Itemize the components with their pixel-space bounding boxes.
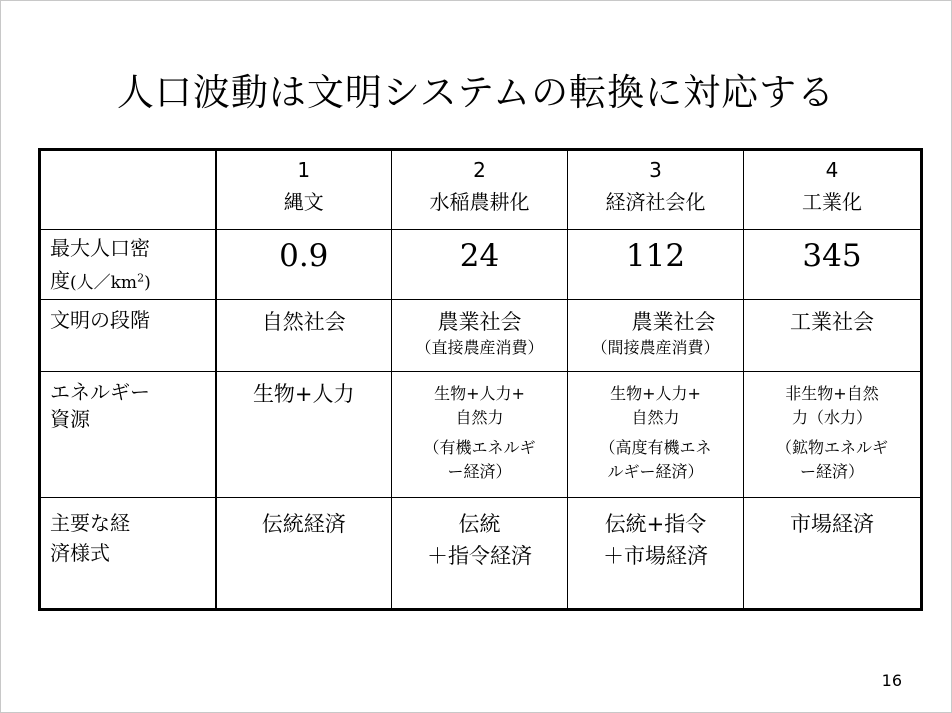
column-number: 2 [473,158,486,182]
row-label-energy: エネルギー 資源 [40,372,216,498]
density-row [40,230,922,300]
column-name: 経済社会化 [605,190,706,214]
density-value: 24 [392,230,568,300]
energy-cell: 生物+人力+ 自然力 （有機エネルギ ー経済） [392,372,568,498]
column-number: 3 [649,158,662,182]
energy-row [40,372,922,498]
row-label-stage: 文明の段階 [40,300,216,372]
column-name: 水稲農耕化 [429,190,530,214]
column-name: 縄文 [283,190,324,214]
header-cell [392,150,568,230]
economy-cell: 市場経済 [744,498,922,610]
row-label-text: 最大人口密 [50,236,150,260]
slide-title: 人口波動は文明システムの転換に対応する [116,71,836,114]
row-label-density [40,230,216,300]
economy-cell: 伝統+指令 ＋市場経済 [568,498,744,610]
economy-cell: 伝統 ＋指令経済 [392,498,568,610]
stage-row [40,300,922,372]
column-number: 4 [825,158,839,182]
economy-cell: 伝統経済 [216,498,392,610]
column-name: 工業化 [802,190,862,214]
energy-cell: 非生物+自然 力（水力） （鉱物エネルギ ー経済） [744,372,922,498]
row-label-economy: 主要な経 済様式 [40,498,216,610]
unit-label: (人$/km^2$) [70,271,151,293]
stage-cell: 農業社会 （間接農産消費） [568,300,744,372]
header-cell [744,150,922,230]
header-cell [216,150,392,230]
civilization-table [38,148,923,611]
stage-cell: 農業社会 （直接農産消費） [392,300,568,372]
energy-cell: 生物+人力 [216,372,392,498]
economy-row [40,498,922,610]
density-value: 112 [568,230,744,300]
row-label-text: 度 [50,268,70,293]
density-value: 345 [744,230,922,300]
density-value: 0.9 [216,230,392,300]
header-cell [568,150,744,230]
header-row [40,150,922,230]
corner-cell [40,150,216,230]
stage-cell: 自然社会 [216,300,392,372]
column-number: 1 [297,158,311,182]
page-number: 16 [881,671,902,690]
stage-cell: 工業社会 [744,300,922,372]
energy-cell: 生物+人力+ 自然力 （高度有機エネ ルギー経済） [568,372,744,498]
